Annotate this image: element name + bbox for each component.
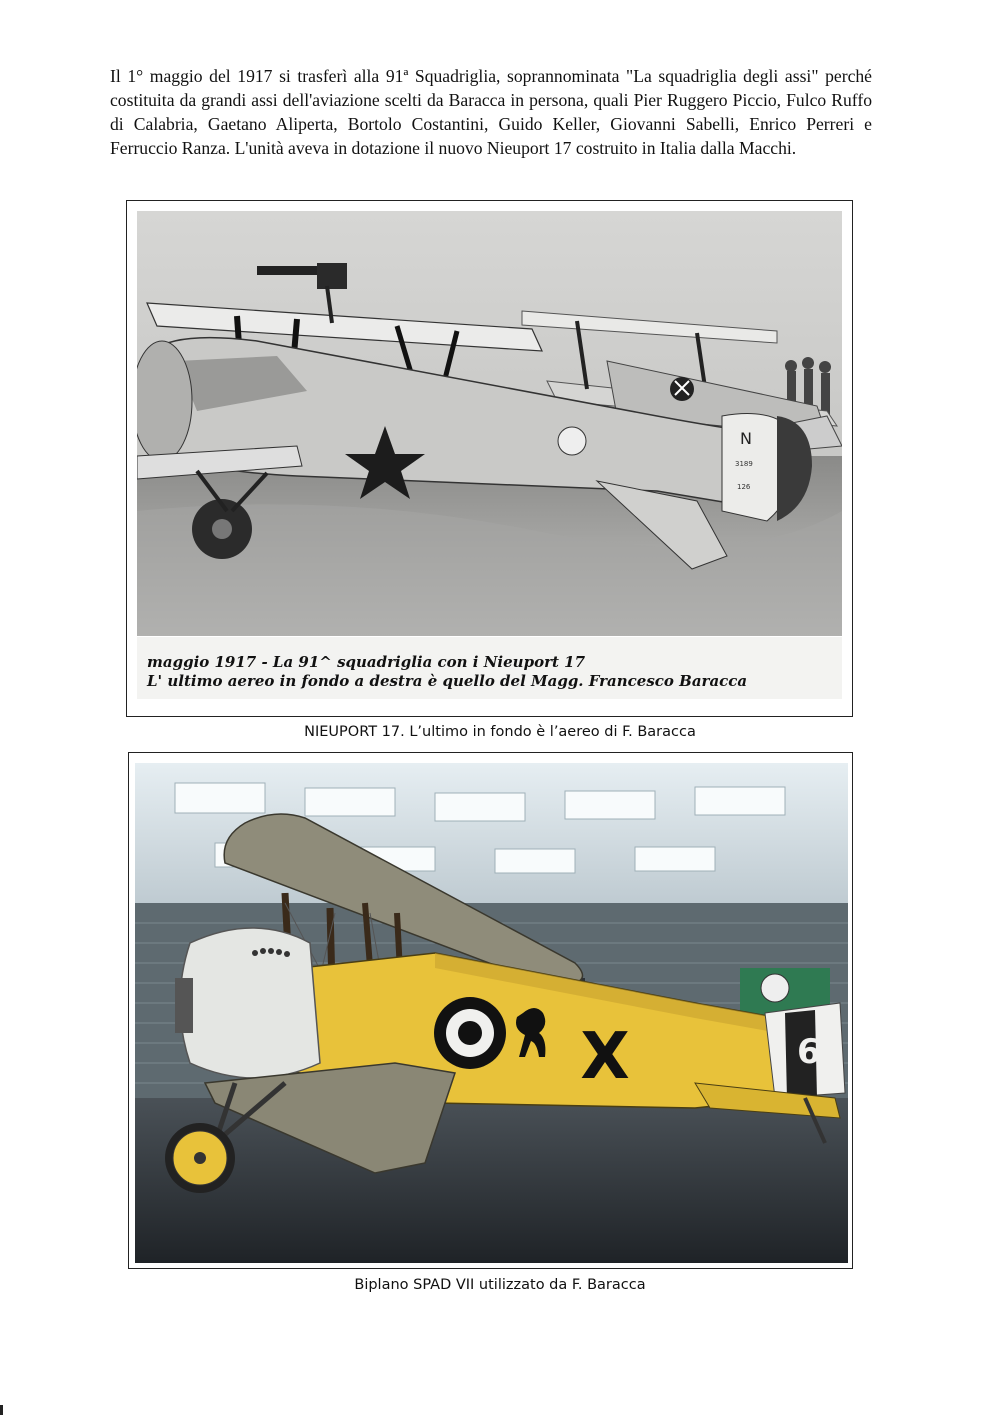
tail-number-spad: 6: [797, 1032, 821, 1072]
figure-2-frame: [128, 752, 853, 1269]
nieuport-photo-drawing: [137, 211, 842, 636]
nieuport-squadron-photo: [137, 211, 842, 636]
figure-1-frame: [126, 200, 853, 717]
spad-vii-photo: [135, 763, 848, 1263]
tail-number: 3189: [735, 460, 753, 468]
photo-1-overlay-caption: [137, 637, 842, 699]
tail-mark: N: [740, 429, 752, 448]
figure-1-caption: NIEUPORT 17. L’ultimo in fondo è l’aereo di F. Baracca: [304, 724, 696, 740]
fuselage-letter: X: [580, 1020, 630, 1094]
intro-paragraph: Il 1° maggio del 1917 si trasferì alla 91ª Squadriglia, soprannominata "La squadriglia degli assi" perché costituita da grandi assi dell'aviazione scelti da Baracca in persona, quali Pier Ruggero Piccio, Fulco Ruffo di Calabria, Gaetano Aliperta, Bortolo Costantini, Guido Keller, Giovanni Sabelli, Enrico Perreri e Ferruccio Ranza. L'unità aveva in dotazione il nuovo Nieuport 17 costruito in Italia dalla Macchi.: [110, 66, 872, 158]
scan-edge-mark: [0, 1405, 3, 1415]
photo-1-caption-line-2: L' ultimo aereo in fondo a destra è quello del Magg. Francesco Baracca: [147, 672, 748, 690]
figure-2-caption: Biplano SPAD VII utilizzato da F. Baracca: [354, 1277, 646, 1293]
photo-1-caption-line-1: maggio 1917 - La 91^ squadriglia con i Nieuport 17: [147, 653, 586, 671]
spad-photo-drawing: [135, 763, 848, 1263]
tail-number-2: 126: [737, 483, 751, 491]
